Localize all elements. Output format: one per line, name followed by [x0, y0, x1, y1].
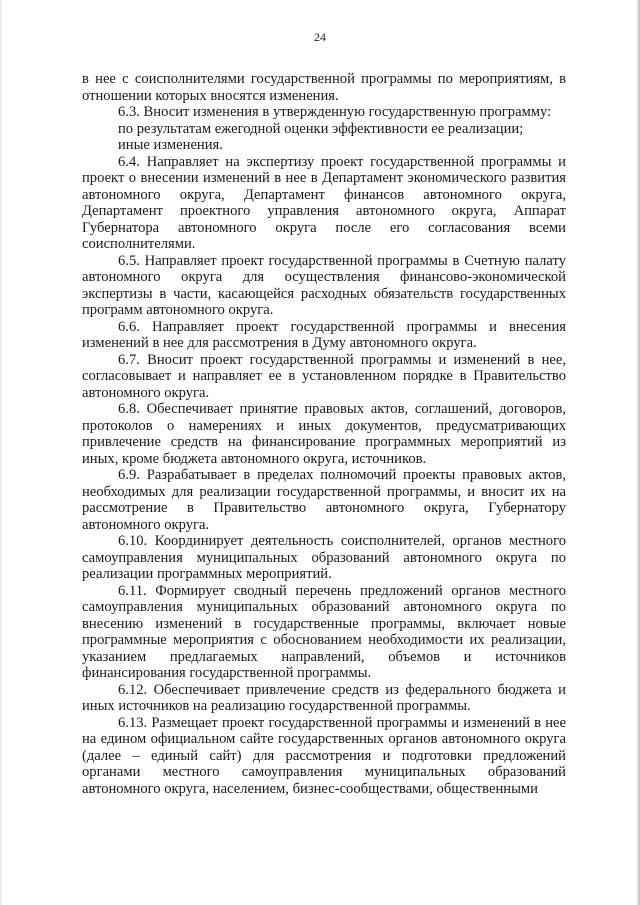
paragraph-6-12: 6.12. Обеспечивает привлечение средств из федерального бюджета и иных источников на реализацию государственной программы.	[82, 681, 566, 714]
scan-edge-left	[0, 0, 2, 905]
paragraph-6-5: 6.5. Направляет проект государственной программы в Счетную палату автономного округа для осуществления финансово-экономической экспертизы в части, касающейся расходных обязательств государственных программ автономного округа.	[82, 252, 566, 318]
paragraph-6-11: 6.11. Формирует сводный перечень предложений органов местного самоуправления муниципальных образований автономного округа по внесению изменений в государственные программы, включает новые программные мероприятия с обоснованием необходимости их реализации, указанием предлагаемых направлений, объемов и источников финансирования государственной программы.	[82, 582, 566, 681]
paragraph-6-3-item-2: иные изменения.	[118, 137, 223, 153]
paragraph-6-13: 6.13. Размещает проект государственной программы и изменений в нее на едином официальном сайте государственных органов автономного округа (далее – единый сайт) для рассмотрения и подготовки предложений органами местного самоуправления муниципальных образований автономного округа, населением, бизнес-сообществами, общественными	[82, 714, 566, 797]
paragraph-6-3-item-1: по результатам ежегодной оценки эффективности ее реализации;	[118, 120, 524, 137]
paragraph-6-10: 6.10. Координирует деятельность соисполнителей, органов местного самоуправления муниципальных образований автономного округа по реализации программных мероприятий.	[82, 533, 566, 582]
paragraph-continuation: в нее с соисполнителями государственной программы по мероприятиям, в отношении которых вносятся изменения.	[82, 71, 566, 104]
paragraph-6-7: 6.7. Вносит проект государственной программы и изменений в нее, согласовывает и направляет ее в установленном порядке в Правительство автономного округа.	[82, 351, 566, 401]
paragraph-6-6: 6.6. Направляет проект государственной программы и внесения изменений в нее для рассмотрения в Думу автономного округа.	[82, 318, 566, 351]
document-body	[82, 71, 566, 797]
paragraph-6-9: 6.9. Разрабатывает в пределах полномочий проекты правовых актов, необходимых для реализации государственной программы, и вносит их на рассмотрение в Правительство автономного округа, Губернатору автономного округа.	[82, 467, 566, 533]
paragraph-6-3: 6.3. Вносит изменения в утвержденную государственную программу:	[118, 104, 552, 120]
paragraph-6-4: 6.4. Направляет на экспертизу проект государственной программы и проект о внесении изменений в нее в Департамент экономического развития автономного округа, Департамент финансов автономного округа, Департамент проектного управления автономного округа, Аппарат Губернатора автономного округа после его согласования всеми соисполнителями.	[82, 153, 566, 252]
paragraph-6-8: 6.8. Обеспечивает принятие правовых актов, соглашений, договоров, протоколов о намерениях и иных документов, предусматривающих привлечение средств на финансирование программных мероприятий из иных, кроме бюджета автономного округа, источников.	[82, 401, 566, 467]
page-number: 24	[314, 30, 326, 44]
